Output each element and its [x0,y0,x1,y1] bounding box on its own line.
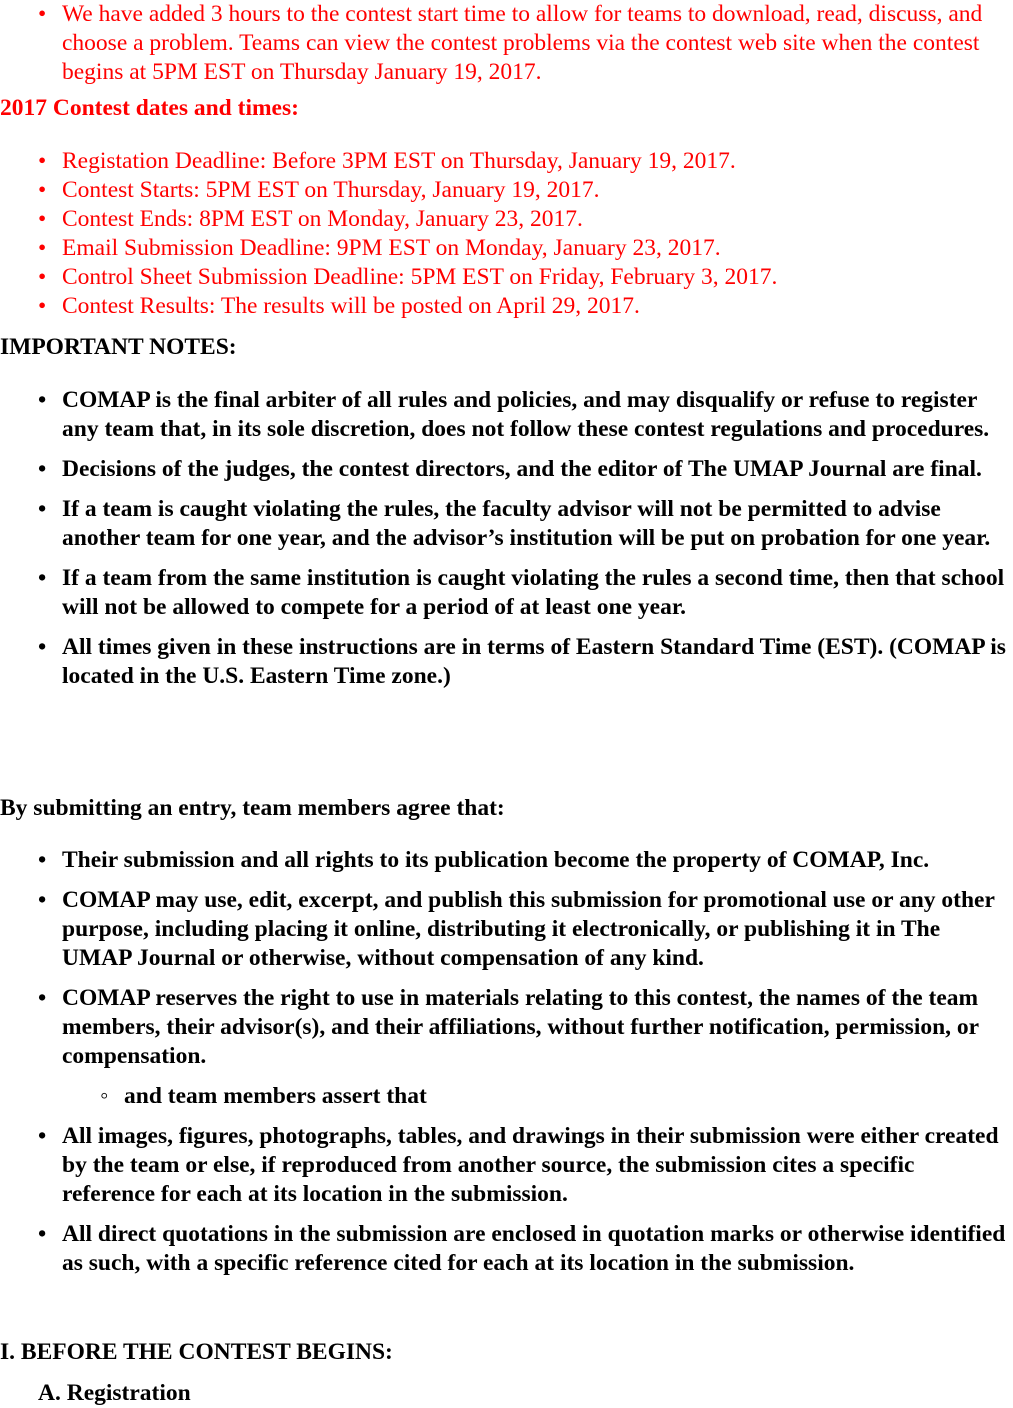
bullet-icon: • [38,235,47,261]
list-item: • All times given in these instructions are in terms of Eastern Standard Time (EST). (COMAP is located in the U.S. Eastern Time zone.) [38,634,1006,689]
dates-list [0,147,1013,321]
bullet-icon: • [38,887,47,913]
bullet-icon: • [38,985,47,1011]
bullet-icon: • [38,1,47,27]
bullet-icon: • [38,148,47,174]
list-item: • All images, figures, photographs, tables, and drawings in their submission were either created by the team or else, if reproduced from another source, the submission cites a specific reference for each at its location in the submission. [38,1123,999,1207]
list-item: • Control Sheet Submission Deadline: 5PM EST on Friday, February 3, 2017. [38,264,778,290]
bullet-icon: • [38,206,47,232]
list-item: • COMAP reserves the right to use in materials relating to this contest, the names of the team members, their advisor(s), and their affiliations, without further notification, permission, or compensation. [38,985,979,1069]
list-item: • COMAP is the final arbiter of all rules and policies, and may disqualify or refuse to register any team that, in its sole discretion, does not follow these contest regulations and procedures. [38,387,990,442]
list-item: • Contest Starts: 5PM EST on Thursday, January 19, 2017. [38,177,600,203]
list-item: • We have added 3 hours to the contest start time to allow for teams to download, read, discuss, and choose a problem. Teams can view the contest problems via the contest web site when the contest begins at 5PM EST on Thursday January 19, 2017. [38,1,983,85]
list-item: • Decisions of the judges, the contest directors, and the editor of The UMAP Journal are final. [38,456,982,482]
list-item: • COMAP may use, edit, excerpt, and publish this submission for promotional use or any other purpose, including placing it online, distributing it electronically, or publishing it in The UMAP Journal or otherwise, without compensation of any kind. [38,887,995,971]
list-item: • Contest Ends: 8PM EST on Monday, January 23, 2017. [38,206,583,232]
agree-heading: By submitting an entry, team members agree that: [0,795,505,821]
agree-list [0,846,1013,1289]
bullet-icon: • [38,264,47,290]
bullet-icon: • [38,387,47,413]
list-item: • Email Submission Deadline: 9PM EST on Monday, January 23, 2017. [38,235,721,261]
intro-list [0,0,1013,87]
notes-list [0,386,1013,702]
bullet-icon: • [38,496,47,522]
list-item: • Contest Results: The results will be posted on April 29, 2017. [38,293,640,319]
list-item: • If a team is caught violating the rules, the faculty advisor will not be permitted to advise another team for one year, and the advisor’s institution will be put on probation for one year. [38,496,991,551]
dates-heading: 2017 Contest dates and times: [0,95,299,121]
list-item: • Registation Deadline: Before 3PM EST on Thursday, January 19, 2017. [38,148,736,174]
list-item: • If a team from the same institution is caught violating the rules a second time, then that school will not be allowed to compete for a period of at least one year. [38,565,1005,620]
subsection-heading: A. Registration [38,1380,191,1406]
sub-bullet-icon: ◦ [100,1083,109,1109]
list-item: • Their submission and all rights to its publication become the property of COMAP, Inc. [38,847,930,873]
notes-heading: IMPORTANT NOTES: [0,334,237,360]
list-item: • All direct quotations in the submission are enclosed in quotation marks or otherwise identified as such, with a specific reference cited for each at its location in the submission. [38,1221,1006,1276]
bullet-icon: • [38,1123,47,1149]
bullet-icon: • [38,293,47,319]
bullet-icon: • [38,634,47,660]
sub-list-item: ◦ and team members assert that [100,1083,427,1109]
section-heading: I. BEFORE THE CONTEST BEGINS: [0,1339,393,1365]
bullet-icon: • [38,177,47,203]
bullet-icon: • [38,565,47,591]
bullet-icon: • [38,847,47,873]
bullet-icon: • [38,456,47,482]
bullet-icon: • [38,1221,47,1247]
